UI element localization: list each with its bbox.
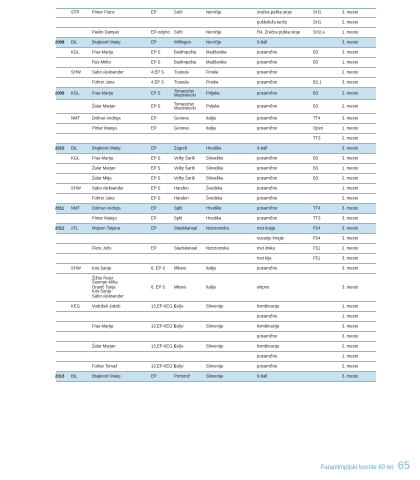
competition-cell: 13.EP KEG S — [151, 303, 177, 309]
athlete-cell: Flere Jože — [92, 245, 112, 251]
table-row — [56, 362, 376, 372]
place-cell: 3. mesto — [342, 373, 359, 379]
table-row — [56, 274, 376, 302]
city-cell: Stadskanaal — [174, 225, 198, 231]
table-row — [56, 194, 376, 204]
competition-cell: EP S — [151, 195, 161, 201]
discipline-cell: KGL — [71, 90, 80, 96]
city-cell: Velky Šariš — [174, 165, 195, 171]
event-cell: posamično — [257, 115, 278, 121]
place-cell: 3. mesto — [342, 225, 359, 231]
city-cell: Handen — [174, 185, 189, 191]
class-cell: B2.1 — [313, 79, 322, 85]
discipline-cell: KGL — [71, 155, 80, 161]
country-cell: Finska — [206, 69, 219, 75]
discipline-cell: BIL — [71, 39, 78, 45]
country-cell: Nemčija — [206, 29, 222, 35]
country-cell: Hrvaška — [206, 205, 222, 211]
city-cell: Zagreb — [174, 145, 188, 151]
place-cell: 3. mesto — [342, 155, 359, 161]
place-cell: 3. mesto — [342, 49, 359, 55]
event-cell: zračna puška stoje — [257, 9, 292, 15]
table-row — [56, 28, 376, 38]
discipline-cell: BIL — [71, 373, 78, 379]
footer-title: Paraolimpijski komite 60 let — [320, 465, 394, 471]
table-row — [56, 38, 376, 48]
competition-cell: EP — [151, 373, 157, 379]
city-cell: Genova — [174, 115, 189, 121]
event-cell: posamično — [257, 165, 278, 171]
class-cell: F54 — [313, 225, 321, 231]
city-cell: Suhl — [174, 29, 183, 35]
place-cell: 3. mesto — [342, 323, 359, 329]
event-cell: posamično — [257, 215, 278, 221]
city-cell: Tuusula — [174, 79, 189, 85]
country-cell: Nemčija — [206, 9, 222, 15]
event-cell: 9-ball — [257, 373, 268, 379]
city-cell: Celje — [174, 343, 184, 349]
place-cell: 3. mesto — [342, 79, 359, 85]
competition-cell: EP S — [151, 49, 161, 55]
event-cell: posamično — [257, 265, 278, 271]
country-cell: Slovaška — [206, 165, 223, 171]
country-cell: Slovaška — [206, 175, 223, 181]
city-cell: Velky Šariš — [174, 175, 195, 181]
place-cell: 3. mesto — [342, 145, 359, 151]
event-cell: posamično — [257, 185, 278, 191]
place-cell: 1. mesto — [342, 185, 359, 191]
discipline-cell: BIL — [71, 145, 78, 151]
discipline-cell: STR — [71, 9, 80, 15]
country-cell: Madžarska — [206, 59, 227, 65]
athlete-cell: Brajković Matej — [92, 39, 121, 45]
place-cell: 1. mesto — [342, 313, 359, 319]
class-cell: SH2 a — [313, 29, 325, 35]
competition-cell: 4.EP S — [151, 79, 164, 85]
event-cell: met kija — [257, 255, 272, 261]
discipline-cell: NMT — [71, 115, 81, 121]
athlete-cell: Sabo Aleksander — [92, 185, 124, 191]
athlete-cell: Fras Marija — [92, 49, 113, 55]
country-cell: Slovaška — [206, 155, 223, 161]
year-cell: 2013 — [55, 373, 65, 379]
country-cell: Hrvaška — [206, 145, 222, 151]
place-cell: 3. mesto — [342, 235, 359, 241]
competition-cell: EP S — [151, 185, 161, 191]
place-cell: 3. mesto — [342, 115, 359, 121]
class-cell: B3 — [313, 59, 319, 65]
place-cell: 3. mesto — [342, 265, 359, 271]
place-cell: 3. mesto — [342, 284, 359, 290]
event-cell: posamično — [257, 205, 278, 211]
competition-cell: EP S — [151, 59, 161, 65]
city-cell: Split — [174, 215, 183, 221]
table-row — [56, 372, 376, 382]
athlete-cell: Brajković Matej — [92, 373, 121, 379]
table-row — [56, 18, 376, 28]
city-cell: Handen — [174, 195, 189, 201]
place-cell: 3. mesto — [342, 39, 359, 45]
class-cell: F54 — [313, 235, 321, 241]
country-cell: Nizozemska — [206, 245, 229, 251]
event-cell: posamično — [257, 155, 278, 161]
results-table — [56, 8, 376, 382]
city-cell: Willingen — [174, 39, 191, 45]
place-cell: 2. mesto — [342, 90, 359, 96]
discipline-cell: KGL — [71, 49, 80, 55]
event-cell: ekipno — [257, 284, 270, 290]
competition-cell: EP — [151, 125, 157, 131]
athlete-cell: Fras Marija — [92, 90, 113, 96]
competition-cell: EP — [151, 205, 157, 211]
table-row — [56, 100, 376, 114]
event-cell: 9-ball — [257, 39, 268, 45]
place-cell: 2. mesto — [342, 343, 359, 349]
event-cell: posamično — [257, 49, 278, 55]
table-row — [56, 302, 376, 312]
table-row — [56, 48, 376, 58]
page-footer — [320, 460, 410, 472]
athlete-cell: Brajković Matej — [92, 145, 121, 151]
country-cell: Italija — [206, 284, 216, 290]
competition-cell: EP S — [151, 103, 161, 109]
competition-cell: 13.EP KEG S — [151, 323, 177, 329]
competition-cell: EP — [151, 145, 157, 151]
city-cell: Tomaszów Mazowiecki — [174, 87, 196, 98]
competition-cell: EP-odprto — [151, 29, 170, 35]
table-row — [56, 164, 376, 174]
athlete-cell: Dolinar Andreja — [92, 205, 121, 211]
event-cell: posamično — [257, 195, 278, 201]
athlete-cell: Fras Marija — [92, 323, 113, 329]
city-cell: Velky Šariš — [174, 155, 195, 161]
competition-cell: EP S — [151, 90, 161, 96]
country-cell: Italija — [206, 265, 216, 271]
city-cell: Split — [174, 205, 183, 211]
table-row — [56, 352, 376, 362]
discipline-cell: KEG — [71, 303, 80, 309]
table-row — [56, 114, 376, 124]
place-cell: 3. mesto — [342, 255, 359, 261]
table-row — [56, 312, 376, 322]
country-cell: Italija — [206, 115, 216, 121]
city-cell: Budimpešta — [174, 49, 197, 55]
country-cell: Slovenija — [206, 303, 223, 309]
competition-cell: EP S — [151, 155, 161, 161]
competition-cell: EP — [151, 39, 157, 45]
city-cell: Celje — [174, 323, 184, 329]
athlete-cell: Žalar Marjan — [92, 165, 116, 171]
event-cell: posamično — [257, 333, 278, 339]
city-cell: Tuusula — [174, 69, 189, 75]
country-cell: Švedska — [206, 195, 223, 201]
athlete-cell: Žalar Marjan — [92, 103, 116, 109]
discipline-cell: ATL — [71, 225, 79, 231]
city-cell: Budimpešta — [174, 59, 197, 65]
country-cell: Slovenija — [206, 373, 223, 379]
country-cell: Švedska — [206, 185, 223, 191]
athlete-cell: Furlan Tomaž — [92, 363, 118, 369]
place-cell: 1. mesto — [342, 353, 359, 359]
table-row — [56, 58, 376, 68]
class-cell: B3 — [313, 49, 319, 55]
event-cell: posamično — [257, 363, 278, 369]
country-cell: Nizozemska — [206, 225, 229, 231]
event-cell: posamično — [257, 103, 278, 109]
country-cell: Madžarska — [206, 49, 227, 55]
year-cell: 2009 — [55, 90, 65, 96]
page-number: 65 — [397, 460, 410, 472]
table-row — [56, 224, 376, 234]
competition-cell: EP — [151, 215, 157, 221]
table-row — [56, 88, 376, 100]
class-cell: B3 — [313, 103, 319, 109]
table-row — [56, 342, 376, 352]
country-cell: Finska — [206, 79, 219, 85]
country-cell: Italija — [206, 125, 216, 131]
event-cell: posamično — [257, 175, 278, 181]
competition-cell: 6. EP S — [151, 284, 166, 290]
event-cell: kombinacija — [257, 323, 280, 329]
place-cell: 2. mesto — [342, 103, 359, 109]
class-cell: SH1 — [313, 9, 322, 15]
event-cell: posamično — [257, 69, 278, 75]
place-cell: 2. mesto — [342, 363, 359, 369]
event-cell: kombinacija — [257, 303, 280, 309]
discipline-cell: NMT — [71, 205, 81, 211]
event-cell: posamično — [257, 125, 278, 131]
athlete-cell: Dolinar Andreja — [92, 115, 121, 121]
place-cell: 2. mesto — [342, 175, 359, 181]
country-cell: Slovenija — [206, 363, 223, 369]
competition-cell: EP S — [151, 175, 161, 181]
place-cell: 2. mesto — [342, 245, 359, 251]
competition-cell: 6. EP S — [151, 265, 166, 271]
place-cell: 2. mesto — [342, 69, 359, 75]
table-row — [56, 244, 376, 254]
competition-cell: EP — [151, 245, 157, 251]
country-cell: Nemčija — [206, 39, 222, 45]
table-row — [56, 322, 376, 332]
competition-cell: EP S — [151, 165, 161, 171]
discipline-cell: SHW — [71, 265, 81, 271]
class-cell: F51 — [313, 255, 321, 261]
class-cell: F51 — [313, 245, 321, 251]
event-cell: posamično — [257, 90, 278, 96]
country-cell: Poljska — [206, 103, 220, 109]
event-cell: posamično — [257, 353, 278, 359]
class-cell: B3 — [313, 175, 319, 181]
athlete-cell: Pintar Mateja — [92, 215, 117, 221]
table-row — [56, 144, 376, 154]
event-cell: met kopja — [257, 225, 276, 231]
city-cell: Genova — [174, 125, 189, 131]
place-cell: 2. mesto — [342, 19, 359, 25]
year-cell: 2008 — [55, 39, 65, 45]
country-cell: Slovenija — [206, 323, 223, 329]
event-cell: kombinacija — [257, 343, 280, 349]
table-row — [56, 264, 376, 274]
event-cell: 9-ball — [257, 145, 268, 151]
event-cell: met diska — [257, 245, 275, 251]
athlete-cell: Pavlin Damjan — [92, 29, 119, 35]
class-cell: TT3 — [313, 215, 321, 221]
city-cell: Tomaszów Mazowiecki — [174, 100, 196, 111]
discipline-cell: SHW — [71, 185, 81, 191]
place-cell: 3. mesto — [342, 9, 359, 15]
class-cell: B3 — [313, 165, 319, 171]
athlete-cell: Sabo Aleksander — [92, 69, 124, 75]
year-cell: 2011 — [55, 205, 65, 211]
athlete-cell: Žalar Marjan — [92, 343, 116, 349]
event-cell: puškoleža tanče — [257, 19, 288, 25]
athlete-cell: Žalar Mitja — [92, 175, 112, 181]
table-row — [56, 332, 376, 342]
athlete-cell: Vodušek Jakob — [92, 303, 121, 309]
place-cell: 1. mesto — [342, 29, 359, 35]
event-cell: suvanje krogle — [257, 235, 285, 241]
athlete-cell: Žižlar Peter Susman Miha Oranič Tanja Kos Sanja Sabo Aleksander — [92, 274, 124, 299]
athlete-cell: Fras Marija — [92, 155, 113, 161]
class-cell: SH1 — [313, 19, 322, 25]
competition-cell: EP — [151, 225, 157, 231]
table-row — [56, 214, 376, 224]
city-cell: Suhl — [174, 9, 183, 15]
country-cell: Slovenija — [206, 343, 223, 349]
class-cell: Open — [313, 125, 324, 131]
competition-cell: 4.EP S — [151, 69, 164, 75]
place-cell: 3. mesto — [342, 333, 359, 339]
place-cell: 2. mesto — [342, 135, 359, 141]
city-cell: Celje — [174, 303, 184, 309]
table-row — [56, 78, 376, 88]
city-cell: Stadskanaal — [174, 245, 198, 251]
table-row — [56, 68, 376, 78]
table-row — [56, 134, 376, 144]
place-cell: 1. mesto — [342, 165, 359, 171]
class-cell: B3 — [313, 155, 319, 161]
country-cell: Hrvaška — [206, 215, 222, 221]
city-cell: Portorož — [174, 373, 190, 379]
table-row — [56, 204, 376, 214]
athlete-cell: Majcen Tatjana — [92, 225, 121, 231]
athlete-cell: Kos Sanja — [92, 265, 112, 271]
event-cell: R4, Zračna puška stoje — [257, 29, 301, 35]
place-cell: 1. mesto — [342, 125, 359, 131]
table-row — [56, 8, 376, 18]
athlete-cell: Führer Jana — [92, 195, 115, 201]
table-row — [56, 184, 376, 194]
class-cell: B3 — [313, 90, 319, 96]
event-cell: posamično — [257, 59, 278, 65]
athlete-cell: Rus Mirko — [92, 59, 111, 65]
class-cell: TT4 — [313, 115, 321, 121]
competition-cell: EP — [151, 9, 157, 15]
class-cell: TT3 — [313, 135, 321, 141]
place-cell: 1. mesto — [342, 303, 359, 309]
class-cell: TT4 — [313, 205, 321, 211]
competition-cell: EP — [151, 115, 157, 121]
place-cell: 1. mesto — [342, 59, 359, 65]
city-cell: Celje — [174, 363, 184, 369]
table-row — [56, 154, 376, 164]
table-row — [56, 234, 376, 244]
event-cell: posamično — [257, 79, 278, 85]
place-cell: 2. mesto — [342, 195, 359, 201]
event-cell: posamično — [257, 313, 278, 319]
table-row — [56, 254, 376, 264]
country-cell: Poljska — [206, 90, 220, 96]
place-cell: 3. mesto — [342, 205, 359, 211]
athlete-cell: Führer Jana — [92, 79, 115, 85]
table-row — [56, 124, 376, 134]
city-cell: Milano — [174, 265, 187, 271]
year-cell: 2010 — [55, 145, 65, 151]
table-row — [56, 174, 376, 184]
competition-cell: 13.EP KEG S — [151, 343, 177, 349]
athlete-cell: Pinter Franc — [92, 9, 115, 15]
competition-cell: 13.EP KEG S — [151, 363, 177, 369]
athlete-cell: Pintar Mateja — [92, 125, 117, 131]
discipline-cell: SHW — [71, 69, 81, 75]
city-cell: Milano — [174, 284, 187, 290]
year-cell: 2012 — [55, 225, 65, 231]
place-cell: 3. mesto — [342, 215, 359, 221]
